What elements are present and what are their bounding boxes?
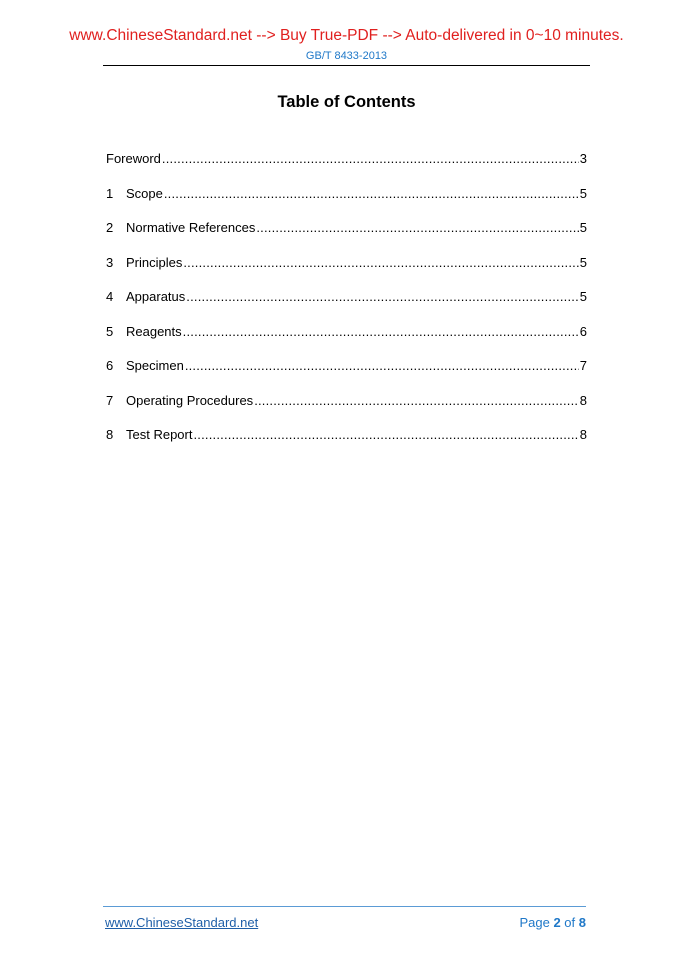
standard-code: GB/T 8433-2013: [305, 50, 388, 62]
dot-leader: [254, 392, 579, 410]
table-of-contents: [106, 150, 587, 461]
page-indicator: [519, 915, 586, 930]
toc-entry-page: 3: [579, 151, 587, 166]
promo-banner[interactable]: www.ChineseStandard.net --> Buy True-PDF --> Auto-delivered in 0~10 minutes.: [69, 27, 624, 44]
toc-entry-operating-procedures[interactable]: [106, 392, 587, 427]
toc-entry-page: 6: [579, 323, 587, 339]
toc-entry-page: 5: [579, 185, 587, 201]
toc-entry-page: 5: [579, 254, 587, 270]
toc-entry-number: 8: [106, 427, 114, 442]
toc-entry-label: Apparatus: [126, 289, 186, 304]
toc-entry-label: Normative References: [126, 220, 256, 235]
toc-entry-principles[interactable]: [106, 254, 587, 289]
footer-website-link[interactable]: www.ChineseStandard.net: [105, 915, 259, 930]
toc-entry-number: 5: [106, 323, 114, 339]
total-pages: 8: [578, 915, 586, 930]
toc-entry-number: 4: [106, 289, 114, 304]
toc-entry-foreword[interactable]: [106, 150, 587, 185]
toc-entry-label: Foreword: [106, 151, 161, 166]
toc-entry-page: 5: [579, 289, 587, 304]
toc-entry-number: 7: [106, 392, 114, 408]
toc-entry-number: 6: [106, 358, 114, 373]
toc-entry-number: 2: [106, 220, 114, 235]
toc-entry-page: 5: [579, 220, 587, 235]
page-prefix: Page: [519, 915, 550, 930]
header-divider: [103, 65, 590, 66]
dot-leader: [256, 219, 578, 237]
toc-entry-label: Operating Procedures: [126, 392, 254, 408]
toc-entry-label: Specimen: [126, 358, 184, 373]
toc-entry-test-report[interactable]: [106, 426, 587, 461]
dot-leader: [193, 426, 578, 444]
toc-entry-label: Scope: [126, 185, 163, 201]
dot-leader: [164, 185, 579, 203]
footer-divider: [103, 906, 586, 907]
toc-entry-label: Test Report: [126, 427, 193, 442]
dot-leader: [183, 323, 579, 341]
toc-entry-page: 8: [579, 427, 587, 442]
toc-entry-page: 8: [579, 392, 587, 408]
toc-entry-specimen[interactable]: [106, 357, 587, 392]
toc-entry-reagents[interactable]: [106, 323, 587, 358]
toc-entry-number: 1: [106, 185, 114, 201]
toc-entry-scope[interactable]: [106, 185, 587, 220]
current-page-number: 2: [553, 915, 561, 930]
dot-leader: [162, 150, 579, 168]
toc-title: Table of Contents: [277, 93, 416, 111]
toc-entry-normative-references[interactable]: [106, 219, 587, 254]
toc-entry-number: 3: [106, 254, 114, 270]
toc-entry-page: 7: [579, 358, 587, 373]
toc-entry-apparatus[interactable]: [106, 288, 587, 323]
toc-entry-label: Principles: [126, 254, 183, 270]
dot-leader: [183, 254, 578, 272]
dot-leader: [185, 357, 579, 375]
toc-entry-label: Reagents: [126, 323, 182, 339]
dot-leader: [186, 288, 579, 306]
page-of: of: [564, 915, 576, 930]
